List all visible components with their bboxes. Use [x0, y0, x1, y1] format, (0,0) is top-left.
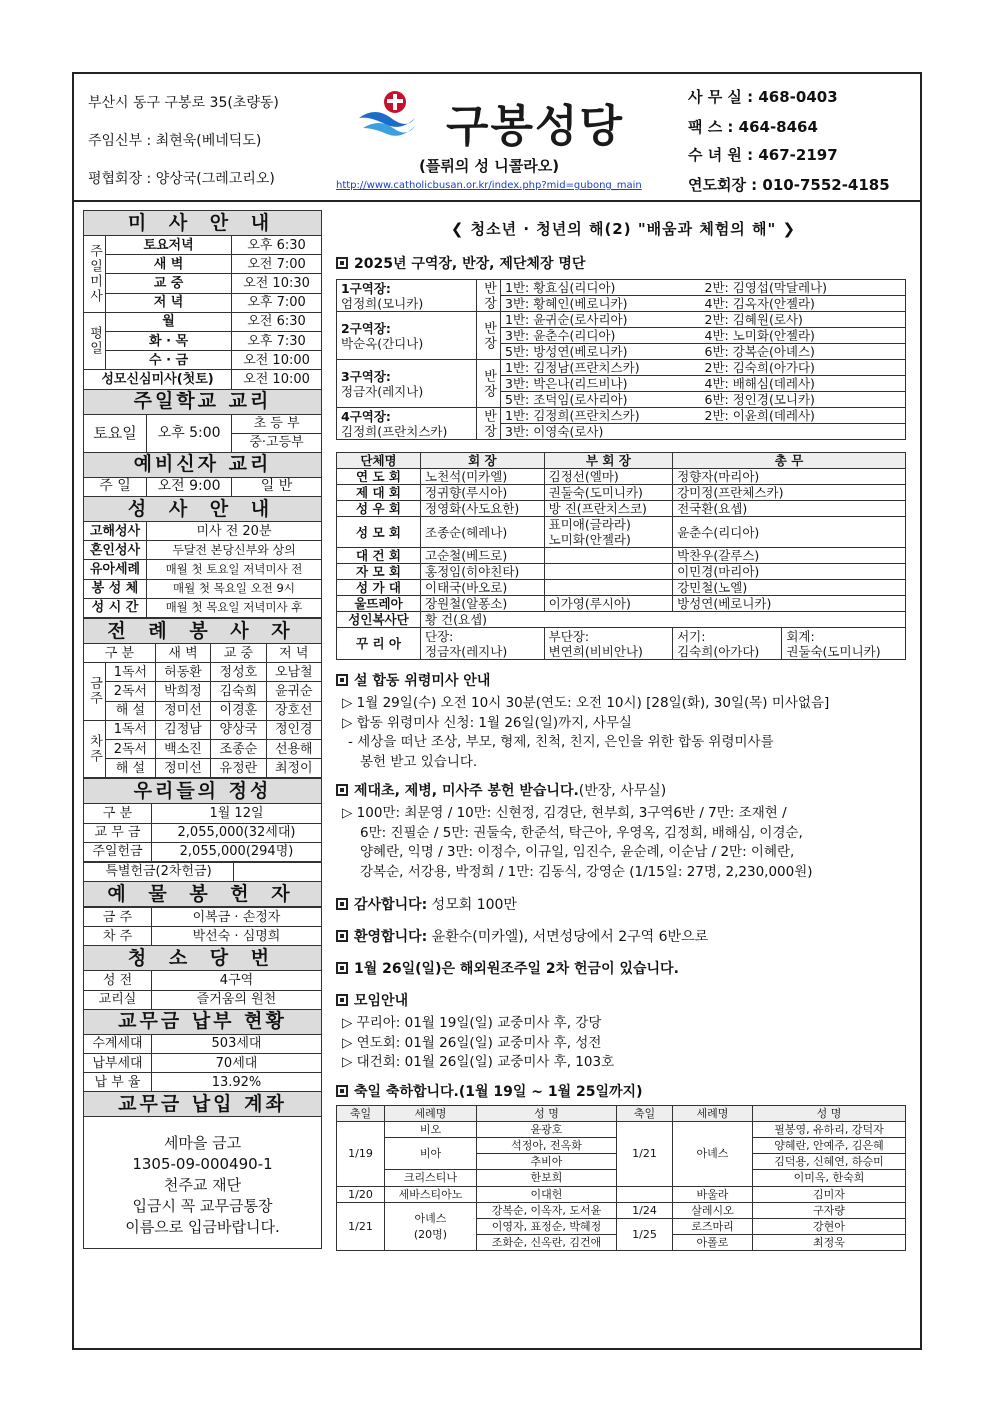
- baptism-name: 아녜스 (20명): [385, 1202, 477, 1251]
- sacrament-info: 매월 첫 목요일 오전 9시: [147, 579, 322, 598]
- pastor: 주임신부 : 최현욱(베네딕도): [88, 133, 262, 149]
- section-heading: [336, 894, 911, 914]
- council-president: 평협회장 : 양상국(그레고리오): [88, 171, 275, 187]
- ban-leader: 3반: 윤춘수(리디아): [501, 328, 701, 344]
- zone-name: 2구역장:: [341, 320, 391, 336]
- group-secretary: 방성연(베로니카): [673, 596, 906, 612]
- group-name: 대 건 회: [337, 548, 421, 564]
- baptism-name: 로즈마리: [673, 1218, 753, 1234]
- memorial-note: 봉헌 받고 있습니다.: [360, 753, 478, 770]
- zone-leader: 엄정희(모니카): [341, 295, 424, 311]
- gift-names: 이복금 · 손정자: [152, 908, 322, 927]
- offering-value: 2,055,000(294명): [152, 842, 322, 861]
- ban-leader: 1반: 김정희(프란치스카): [501, 408, 701, 424]
- offering-title: 우리들의 정성: [84, 779, 322, 804]
- memorial-note: - 세상을 떠난 조상, 부모, 형제, 친척, 친지, 은인을 위한 합동 위령미사를: [348, 734, 774, 750]
- catechumen-title: 예비신자 교리: [84, 452, 322, 477]
- left-column: [83, 210, 322, 1249]
- address: 부산시 동구 구봉로 35(초량동): [88, 95, 279, 111]
- bullet-icon: [336, 930, 348, 942]
- server-name: 양상국: [211, 720, 266, 739]
- ban-leader: 3반: 이영숙(로사): [501, 424, 701, 440]
- catechumen-kind: 일 반: [232, 477, 322, 496]
- mass-time: 오전 10:30: [232, 274, 322, 293]
- section-heading: [336, 780, 911, 800]
- cleaning-value: 4구역: [152, 971, 322, 990]
- ban-label: 반장: [477, 408, 501, 440]
- ban-leader: 2반: 김영섭(막달레나): [701, 280, 906, 296]
- fax-number: 팩 스 : 464-8464: [688, 118, 818, 136]
- sunday-school-title: 주일학교 교리: [84, 389, 322, 414]
- dues-label: 납부세대: [84, 1054, 152, 1073]
- section-heading: [336, 1081, 911, 1101]
- zone-leader-cell: [337, 408, 477, 440]
- mass-time: 오전 10:00: [232, 351, 322, 370]
- group-name: 자 모 회: [337, 564, 421, 580]
- ban-label: 반장: [477, 280, 501, 312]
- server-name: 선용해: [266, 739, 321, 758]
- association-president-phone: 연도회장 : 010-7552-4185: [688, 176, 890, 194]
- group-vice: 이가영(루시아): [544, 596, 672, 612]
- section-title: 2025년 구역장, 반장, 제단체장 명단: [354, 256, 586, 272]
- group-vice: 김정선(엘마): [544, 469, 672, 485]
- feast-head: 축일: [617, 1105, 673, 1121]
- group-name: 성인복사단: [337, 612, 421, 628]
- member-names: 구자량: [753, 1202, 906, 1218]
- section-heading: [336, 926, 911, 946]
- group-secretary: 강미정(프란체스카): [673, 485, 906, 501]
- feast-date: 1/25: [617, 1218, 673, 1250]
- group-secretary: 강민철(노엘): [673, 580, 906, 596]
- feast-head: 성 명: [477, 1105, 617, 1121]
- section-heading: [336, 670, 911, 690]
- account-line: 이름으로 입금바랍니다.: [125, 1218, 280, 1237]
- bullet-icon: [336, 994, 348, 1006]
- donor-line: 강복순, 서강용, 박정희 / 1만: 김동식, 강영순 (1/15일: 27명, 2,230,000원): [360, 863, 813, 880]
- sacrament-info: 매월 첫 목요일 저녁미사 후: [147, 598, 322, 617]
- ban-leader: 4반: 김옥자(안젤라): [701, 296, 906, 312]
- feast-date: 1/21: [617, 1121, 673, 1186]
- group-secretary: 이민경(마리아): [673, 564, 906, 580]
- mass-name: 토요저녁: [106, 236, 232, 255]
- servers-table: [83, 618, 322, 778]
- sacrament-info: 미사 전 20분: [147, 522, 322, 541]
- server-name: 유정란: [211, 759, 266, 778]
- member-names: 김미자: [753, 1186, 906, 1202]
- memorial-apply: ▷ 합동 위령미사 신청: 1월 26일(일)까지, 사무실: [342, 714, 632, 731]
- offering-label: 구 분: [84, 804, 152, 823]
- parish-website-link[interactable]: http://www.catholicbusan.or.kr/index.php?mid=gubong_main: [336, 180, 642, 191]
- group-name: 성 모 회: [337, 517, 421, 548]
- ban-leader: [701, 424, 906, 440]
- server-name: 허동환: [155, 663, 210, 682]
- group-president: 노천석(미카엘): [421, 469, 545, 485]
- account-title: 교무금 납입 계좌: [84, 1092, 322, 1117]
- feast-head: 축일: [337, 1105, 385, 1121]
- member-names: 윤광호: [477, 1121, 617, 1137]
- member-names: 강복순, 이옥자, 도서윤: [477, 1202, 617, 1218]
- bullet-icon: [336, 898, 348, 910]
- member-names: 강현아: [753, 1218, 906, 1234]
- group-president: 홍정임(히야친타): [421, 564, 545, 580]
- server-name: 김숙희: [211, 682, 266, 701]
- ban-leader: 4반: 배해심(데레사): [701, 376, 906, 392]
- ban-leader: 6반: 강복순(아녜스): [701, 344, 906, 360]
- gift-table: [83, 907, 322, 1249]
- server-name: 이경훈: [211, 701, 266, 720]
- mass-name: 교 중: [106, 274, 232, 293]
- mass-name: 저 녁: [106, 293, 232, 312]
- group-president: 정영화(사도요한): [421, 501, 545, 517]
- baptism-name: 아폴로: [673, 1235, 753, 1251]
- section-title: 제대초, 제병, 미사주 봉헌 받습니다.: [354, 783, 579, 799]
- mass-name: 수 · 금: [106, 351, 232, 370]
- server-name: 정미선: [155, 701, 210, 720]
- gift-label: 금 주: [84, 908, 152, 927]
- server-name: 장호선: [266, 701, 321, 720]
- kkuri-role: 서기:: [677, 628, 706, 644]
- server-role: 1독서: [106, 663, 156, 682]
- baptism-name: 크리스티나: [385, 1170, 477, 1186]
- dues-value: 70세대: [152, 1054, 322, 1073]
- mass-name: 화 · 목: [106, 331, 232, 350]
- sacrament-name: 유아세례: [84, 560, 147, 579]
- group-president: 장원철(알퐁소): [421, 596, 545, 612]
- meeting-line: ▷ 꾸리아: 01월 19일(일) 교중미사 후, 강당: [342, 1015, 602, 1031]
- parish-title: 구봉성당: [446, 101, 625, 152]
- group-president: 황 건(요셉): [421, 612, 906, 628]
- meeting-line: ▷ 대건회: 01월 26일(일) 교중미사 후, 103호: [342, 1054, 615, 1070]
- ban-leader: 2반: 김숙희(아가다): [701, 360, 906, 376]
- left-info-table: [83, 210, 322, 618]
- group-president: 정귀향(루시아): [421, 485, 545, 501]
- special-offering-value: [234, 862, 322, 881]
- member-names: 김덕용, 신혜연, 하승미: [753, 1154, 906, 1170]
- section-title: 축일 축하합니다.(1월 19일 ~ 1월 25일까지): [354, 1083, 643, 1100]
- sunday-school-day: 토요일: [84, 414, 147, 452]
- zone-leader: 김정희(프란치스카): [341, 423, 448, 439]
- mass-time: 오전 10:00: [232, 370, 322, 389]
- servers-head: 교 중: [211, 644, 266, 663]
- zone-leader-cell: [337, 312, 477, 360]
- group-name: 성 가 대: [337, 580, 421, 596]
- ban-leader: 5반: 방성연(베로니카): [501, 344, 701, 360]
- kkuri-person: 변연희(비비안나): [548, 643, 643, 659]
- server-name: 박희정: [155, 682, 210, 701]
- kkuri-officer: [673, 628, 782, 660]
- feast-date: [617, 1186, 673, 1202]
- special-offering-table: [83, 862, 322, 907]
- bullet-icon: [336, 1085, 348, 1097]
- servers-head: 저 녁: [266, 644, 321, 663]
- group-vice: [544, 548, 672, 564]
- dues-label: 수계세대: [84, 1034, 152, 1053]
- server-name: 윤귀순: [266, 682, 321, 701]
- catechumen-day: 주 일: [84, 477, 147, 496]
- group-president: 이태국(바오로): [421, 580, 545, 596]
- group-secretary: 박찬우(갈루스): [673, 548, 906, 564]
- group-name: 연 도 회: [337, 469, 421, 485]
- member-names: 이영자, 표정순, 박혜정: [477, 1218, 617, 1234]
- zone-leader-cell: [337, 280, 477, 312]
- year-banner: ❮ 청소년 · 청년의 해(2) "배움과 체험의 해" ❯: [450, 220, 797, 238]
- feast-date: 1/21: [337, 1202, 385, 1251]
- right-column: [336, 210, 911, 1251]
- group-name: 울뜨레아: [337, 596, 421, 612]
- this-week-label: 금주: [84, 663, 106, 721]
- account-line: 세마을 금고: [163, 1134, 242, 1153]
- sacrament-name: 혼인성사: [84, 541, 147, 560]
- bullet-icon: [336, 784, 348, 796]
- feast-date: 1/24: [617, 1202, 673, 1218]
- next-week-label: 차주: [84, 720, 106, 778]
- kkuri-role: 부단장:: [548, 628, 590, 644]
- member-names: 필봉영, 유하리, 강덕자: [753, 1121, 906, 1137]
- section-title: 1월 26일(일)은 해외원조주일 2차 헌금이 있습니다.: [354, 961, 679, 977]
- feast-date: 1/20: [337, 1186, 385, 1202]
- member-names: 이미옥, 한숙희: [753, 1170, 906, 1186]
- catechumen-time: 오전 9:00: [147, 477, 232, 496]
- mass-name: 새 벽: [106, 255, 232, 274]
- ban-leader: 5반: 조덕임(로사리아): [501, 392, 701, 408]
- zone-leader-cell: [337, 360, 477, 408]
- server-name: 정성호: [211, 663, 266, 682]
- baptism-name: 비오: [385, 1121, 477, 1137]
- offering-label: 교 무 금: [84, 823, 152, 842]
- header: [74, 74, 920, 202]
- offering-label: 주일헌금: [84, 842, 152, 861]
- mass-time: 오후 7:00: [232, 293, 322, 312]
- section-title: 모임안내: [354, 993, 409, 1009]
- cleaning-label: 교리실: [84, 990, 152, 1009]
- dues-value: 503세대: [152, 1034, 322, 1053]
- cleaning-value: 즐거움의 원천: [152, 990, 322, 1009]
- zone-leader: 정금자(레지나): [341, 383, 424, 399]
- groups-table: [336, 452, 906, 660]
- sacrament-info: 두달전 본당신부와 상의: [147, 541, 322, 560]
- account-line: 입금시 꼭 교무금통장: [132, 1197, 273, 1216]
- group-president: 조종순(헤레나): [421, 517, 545, 548]
- servers-title: 전 례 봉 사 자: [84, 619, 322, 644]
- group-secretary: 윤춘수(리디아): [673, 517, 906, 548]
- group-vice: 표미애(글라라) 노미화(안젤라): [544, 517, 672, 548]
- group-name: 제 대 회: [337, 485, 421, 501]
- baptism-name: 비아: [385, 1137, 477, 1169]
- offering-value: 1월 12일: [152, 804, 322, 823]
- group-president: 고순철(베드로): [421, 548, 545, 564]
- cleaning-title: 청 소 당 번: [84, 946, 322, 971]
- server-name: 백소진: [155, 739, 210, 758]
- server-role: 2독서: [106, 739, 156, 758]
- zone-name: 1구역장:: [341, 280, 391, 296]
- groups-head: 단체명: [337, 453, 421, 469]
- member-names: 이대헌: [477, 1186, 617, 1202]
- ban-leader: 1반: 황효심(리디아): [501, 280, 701, 296]
- kkuri-officer: [782, 628, 906, 660]
- member-names: 석정아, 전옥화: [477, 1137, 617, 1153]
- server-role: 해 설: [106, 759, 156, 778]
- bulletin-frame: [72, 72, 922, 1350]
- donor-line: 6만: 진필순 / 5만: 권둘숙, 한준석, 탁근아, 우영옥, 김정희, 배해심, 이경순,: [360, 824, 803, 841]
- member-names: 최정욱: [753, 1235, 906, 1251]
- kkuri-officer: [421, 628, 545, 660]
- sacrament-name: 봉 성 체: [84, 579, 147, 598]
- section-title: 환영합니다:: [354, 929, 428, 945]
- dues-label: 납 부 율: [84, 1073, 152, 1092]
- gift-names: 박선숙 · 심명희: [152, 927, 322, 946]
- section-heading: [336, 990, 911, 1010]
- group-name: 꾸 리 아: [337, 628, 421, 660]
- baptism-name: 아녜스: [673, 1121, 753, 1186]
- groups-head: 회 장: [421, 453, 545, 469]
- ban-leader: 3반: 박은나(리드비나): [501, 376, 701, 392]
- sacrament-title: 성 사 안 내: [84, 497, 322, 522]
- baptism-name: 살레시오: [673, 1202, 753, 1218]
- mass-title: 미 사 안 내: [84, 211, 322, 236]
- offering-table: [83, 778, 322, 862]
- bullet-icon: [336, 962, 348, 974]
- dues-value: 13.92%: [152, 1073, 322, 1092]
- mass-time: 오후 7:30: [232, 331, 322, 350]
- ban-leader: 6반: 정인경(모니카): [701, 392, 906, 408]
- group-secretary: 정향자(마리아): [673, 469, 906, 485]
- servers-head: 구 분: [84, 644, 156, 663]
- dues-title: 교무금 납부 현황: [84, 1009, 322, 1034]
- servers-head: 새 벽: [155, 644, 210, 663]
- server-name: 김정남: [155, 720, 210, 739]
- account-info: [84, 1117, 322, 1249]
- offering-value: 2,055,000(32세대): [152, 823, 322, 842]
- sunday-school-time: 오후 5:00: [147, 414, 232, 452]
- sacrament-info: 매월 첫 토요일 저녁미사 전: [147, 560, 322, 579]
- feast-date: 1/19: [337, 1121, 385, 1186]
- group-vice: [544, 564, 672, 580]
- group-vice: [544, 580, 672, 596]
- kkuri-officer: [544, 628, 672, 660]
- member-names: 조화순, 신옥란, 김건애: [477, 1235, 617, 1251]
- convent-phone: 수 녀 원 : 467-2197: [688, 146, 838, 164]
- mass-time: 오후 6:30: [232, 236, 322, 255]
- section-note: (반장, 사무실): [578, 783, 667, 799]
- sacrament-name: 고해성사: [84, 522, 147, 541]
- feast-head: 세례명: [385, 1105, 477, 1121]
- ban-label: 반장: [477, 312, 501, 360]
- ban-leader: 3반: 황혜인(베로니카): [501, 296, 701, 312]
- feast-head: 성 명: [753, 1105, 906, 1121]
- ban-leader: 2반: 이윤희(데레사): [701, 408, 906, 424]
- bullet-icon: [336, 674, 348, 686]
- bullet-icon: [336, 257, 348, 269]
- server-name: 조종순: [211, 739, 266, 758]
- zone-table: [336, 279, 906, 440]
- zone-name: 4구역장:: [341, 408, 391, 424]
- donor-line: 양혜란, 익명 / 3만: 이정수, 이규일, 임진수, 윤순례, 이순남 / 2만: 이혜란,: [360, 844, 795, 860]
- zone-name: 3구역장:: [341, 368, 391, 384]
- gift-label: 차 주: [84, 927, 152, 946]
- groups-head: 부 회 장: [544, 453, 672, 469]
- member-names: 추비아: [477, 1154, 617, 1170]
- group-vice: 방 진(프란치스코): [544, 501, 672, 517]
- kkuri-role: 단장:: [425, 628, 454, 644]
- ban-leader: 1반: 윤귀순(로사리아): [501, 312, 701, 328]
- group-vice: 권둘숙(도미니카): [544, 485, 672, 501]
- kkuri-role: 회계:: [786, 628, 815, 644]
- donor-line: ▷ 100만: 최문영 / 10만: 신현정, 김경단, 현부희, 3구역6반 / 7만: 조재현 /: [342, 805, 787, 821]
- section-title: 설 합동 위령미사 안내: [354, 673, 491, 689]
- ban-leader: 4반: 노미화(안젤라): [701, 328, 906, 344]
- section-heading: [336, 958, 911, 978]
- special-offering-label: 특별헌금(2차헌금): [84, 862, 234, 881]
- mass-name: 월: [106, 312, 232, 331]
- account-line: 1305-09-000490-1: [132, 1155, 273, 1174]
- sunday-mass-label: 주일미사: [84, 236, 106, 313]
- group-secretary: 전국환(요셉): [673, 501, 906, 517]
- groups-head: 총 무: [673, 453, 906, 469]
- section-note: 윤환수(미카엘), 서면성당에서 2구역 6반으로: [427, 929, 709, 945]
- account-line: 천주교 재단: [163, 1176, 242, 1195]
- server-role: 1독서: [106, 720, 156, 739]
- member-names: 한보희: [477, 1170, 617, 1186]
- weekday-mass-label: 평일: [84, 312, 106, 370]
- kkuri-person: 정금자(레지나): [425, 643, 508, 659]
- feast-table: [336, 1105, 906, 1252]
- sunday-school-group: 초 등 부: [232, 414, 322, 433]
- section-heading: [336, 253, 911, 273]
- mass-name: 성모신심미사(첫토): [84, 370, 232, 389]
- kkuri-person: 김숙희(아가다): [677, 643, 760, 659]
- ban-label: 반장: [477, 360, 501, 408]
- ban-leader: 2반: 김혜원(로사): [701, 312, 906, 328]
- section-note: 성모회 100만: [427, 897, 517, 913]
- gift-title: 예 물 봉 헌 자: [84, 882, 322, 907]
- server-name: 오남철: [266, 663, 321, 682]
- server-name: 정인경: [266, 720, 321, 739]
- sacrament-name: 성 시 간: [84, 598, 147, 617]
- office-phone: 사 무 실 : 468-0403: [688, 88, 838, 106]
- server-name: 정미선: [155, 759, 210, 778]
- sunday-school-group: 중·고등부: [232, 433, 322, 452]
- ban-leader: 1반: 김정남(프란치스카): [501, 360, 701, 376]
- meeting-line: ▷ 연도회: 01월 26일(일) 교중미사 후, 성전: [342, 1034, 602, 1051]
- kkuri-person: 권둘숙(도미니카): [786, 643, 881, 659]
- parish-logo-icon: [357, 88, 417, 142]
- mass-time: 오전 6:30: [232, 312, 322, 331]
- mass-time: 오전 7:00: [232, 255, 322, 274]
- cleaning-label: 성 전: [84, 971, 152, 990]
- baptism-name: 바울라: [673, 1186, 753, 1202]
- server-role: 2독서: [106, 682, 156, 701]
- server-role: 해 설: [106, 701, 156, 720]
- memorial-date: ▷ 1월 29일(수) 오전 10시 30분(연도: 오전 10시) [28일(화), 30일(목) 미사없음]: [342, 695, 830, 711]
- group-name: 성 우 회: [337, 501, 421, 517]
- section-title: 감사합니다:: [354, 897, 428, 913]
- baptism-name: 세바스티아노: [385, 1186, 477, 1202]
- zone-leader: 박순옥(간디나): [341, 335, 424, 351]
- feast-head: 세례명: [673, 1105, 753, 1121]
- member-names: 양혜란, 안예주, 김은혜: [753, 1137, 906, 1153]
- parish-subtitle: (플뤼의 성 니콜라오): [419, 157, 560, 175]
- server-name: 최정이: [266, 759, 321, 778]
